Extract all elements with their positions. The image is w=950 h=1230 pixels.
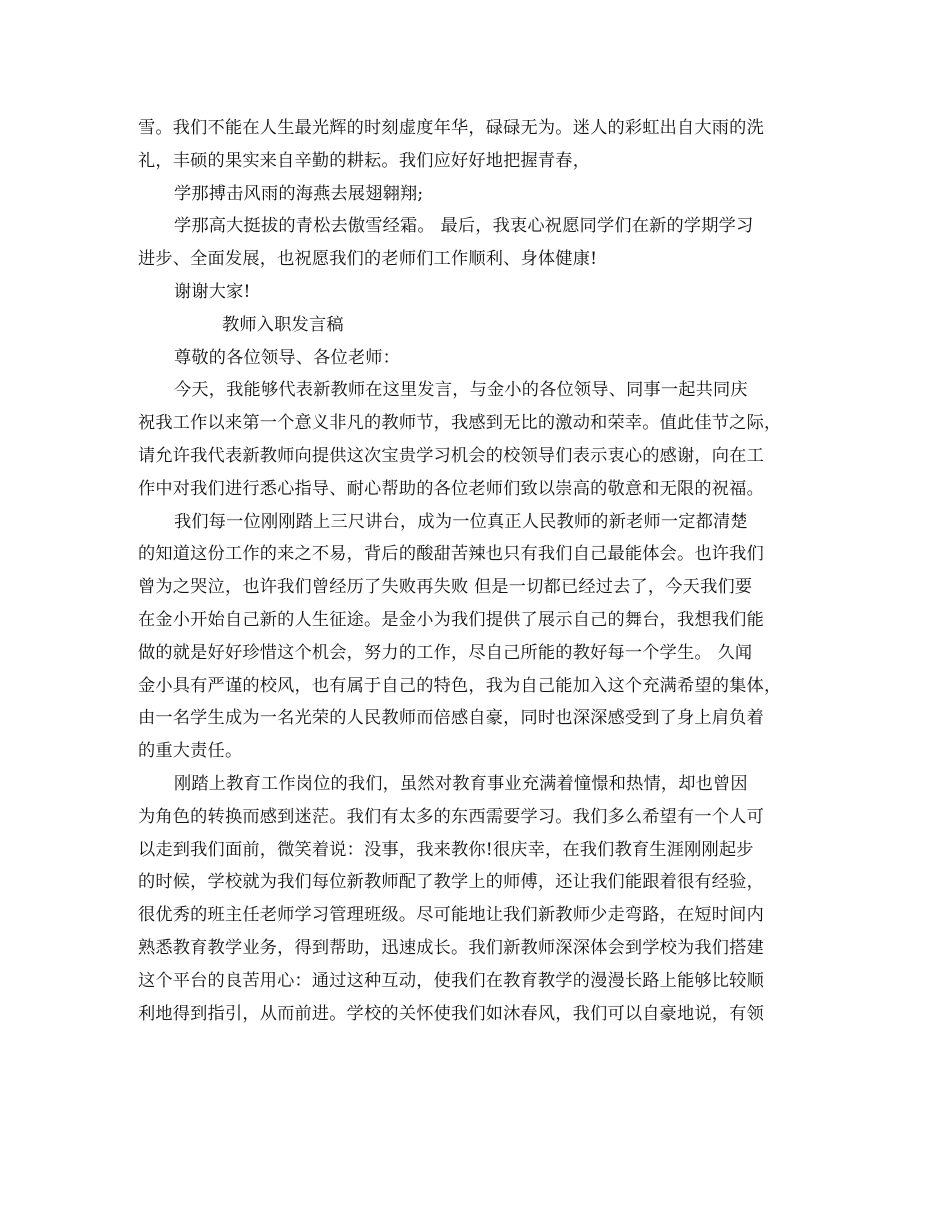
text-line: 祝我工作以来第一个意义非凡的教师节，我感到无比的激动和荣幸。值此佳节之际， <box>138 413 782 434</box>
text-line: 金小具有严谨的校风，也有属于自己的特色，我为自己能加入这个充满希望的集体， <box>138 675 782 696</box>
text-line: 的重大责任。 <box>138 741 243 762</box>
text-line: 刚踏上教育工作岗位的我们，虽然对教育事业充满着憧憬和热情，却也曾因 <box>174 773 748 794</box>
text-line: 做的就是好好珍惜这个机会，努力的工作，尽自己所能的教好每一个学生。 久闻 <box>138 642 753 663</box>
text-line: 利地得到指引，从而前进。学校的关怀使我们如沐春风，我们可以自豪地说，有领 <box>138 1003 764 1024</box>
text-line: 为角色的转换而感到迷茫。我们有太多的东西需要学习。我们多么希望有一个人可 <box>138 806 764 827</box>
text-line: 这个平台的良苦用心：通过这种互动，使我们在教育教学的漫漫长路上能够比较顺 <box>138 970 764 991</box>
text-line: 请允许我代表新教师向提供这次宝贵学习机会的校领导们表示衷心的感谢，向在工 <box>138 445 764 466</box>
text-line: 学那搏击风雨的海燕去展翅翱翔; <box>174 183 424 204</box>
text-line: 由一名学生成为一名光荣的人民教师而倍感自豪，同时也深深感受到了身上肩负着 <box>138 708 764 729</box>
text-line: 的知道这份工作的来之不易，背后的酸甜苦辣也只有我们自己最能体会。也许我们 <box>138 544 764 565</box>
text-line: 谢谢大家! <box>174 281 251 302</box>
text-line: 进步、全面发展，也祝愿我们的老师们工作顺利、身体健康! <box>138 249 598 270</box>
section-title: 教师入职发言稿 <box>222 314 344 335</box>
text-line: 我们每一位刚刚踏上三尺讲台，成为一位真正人民教师的新老师一定都清楚 <box>174 511 748 532</box>
document-body <box>138 112 828 1030</box>
text-line: 学那高大挺拔的青松去傲雪经霜。 最后，我衷心祝愿同学们在新的学期学习 <box>174 216 754 237</box>
text-line: 今天，我能够代表新教师在这里发言，与金小的各位领导、同事一起共同庆 <box>174 380 748 401</box>
text-line: 以走到我们面前，微笑着说：没事，我来教你!很庆幸，在我们教育生涯刚刚起步 <box>138 839 754 860</box>
text-line: 礼，丰硕的果实来自辛勤的耕耘。我们应好好地把握青春， <box>138 150 591 171</box>
salutation: 尊敬的各位领导、各位老师： <box>174 347 401 368</box>
text-line: 在金小开始自己新的人生征途。是金小为我们提供了展示自己的舞台，我想我们能 <box>138 609 764 630</box>
text-line: 曾为之哭泣，也许我们曾经历了失败再失败 但是一切都已经过去了，今天我们要 <box>138 577 753 598</box>
text-line: 很优秀的班主任老师学习管理班级。尽可能地让我们新教师少走弯路，在短时间内 <box>138 905 764 926</box>
text-line: 的时候，学校就为我们每位新教师配了教学上的师傅，还让我们能跟着很有经验， <box>138 872 764 893</box>
text-line: 雪。我们不能在人生最光辉的时刻虚度年华，碌碌无为。迷人的彩虹出自大雨的洗 <box>138 118 764 138</box>
text-line: 熟悉教育教学业务，得到帮助，迅速成长。我们新教师深深体会到学校为我们搭建 <box>138 937 764 958</box>
text-line: 作中对我们进行悉心指导、耐心帮助的各位老师们致以崇高的敬意和无限的祝福。 <box>138 478 764 499</box>
